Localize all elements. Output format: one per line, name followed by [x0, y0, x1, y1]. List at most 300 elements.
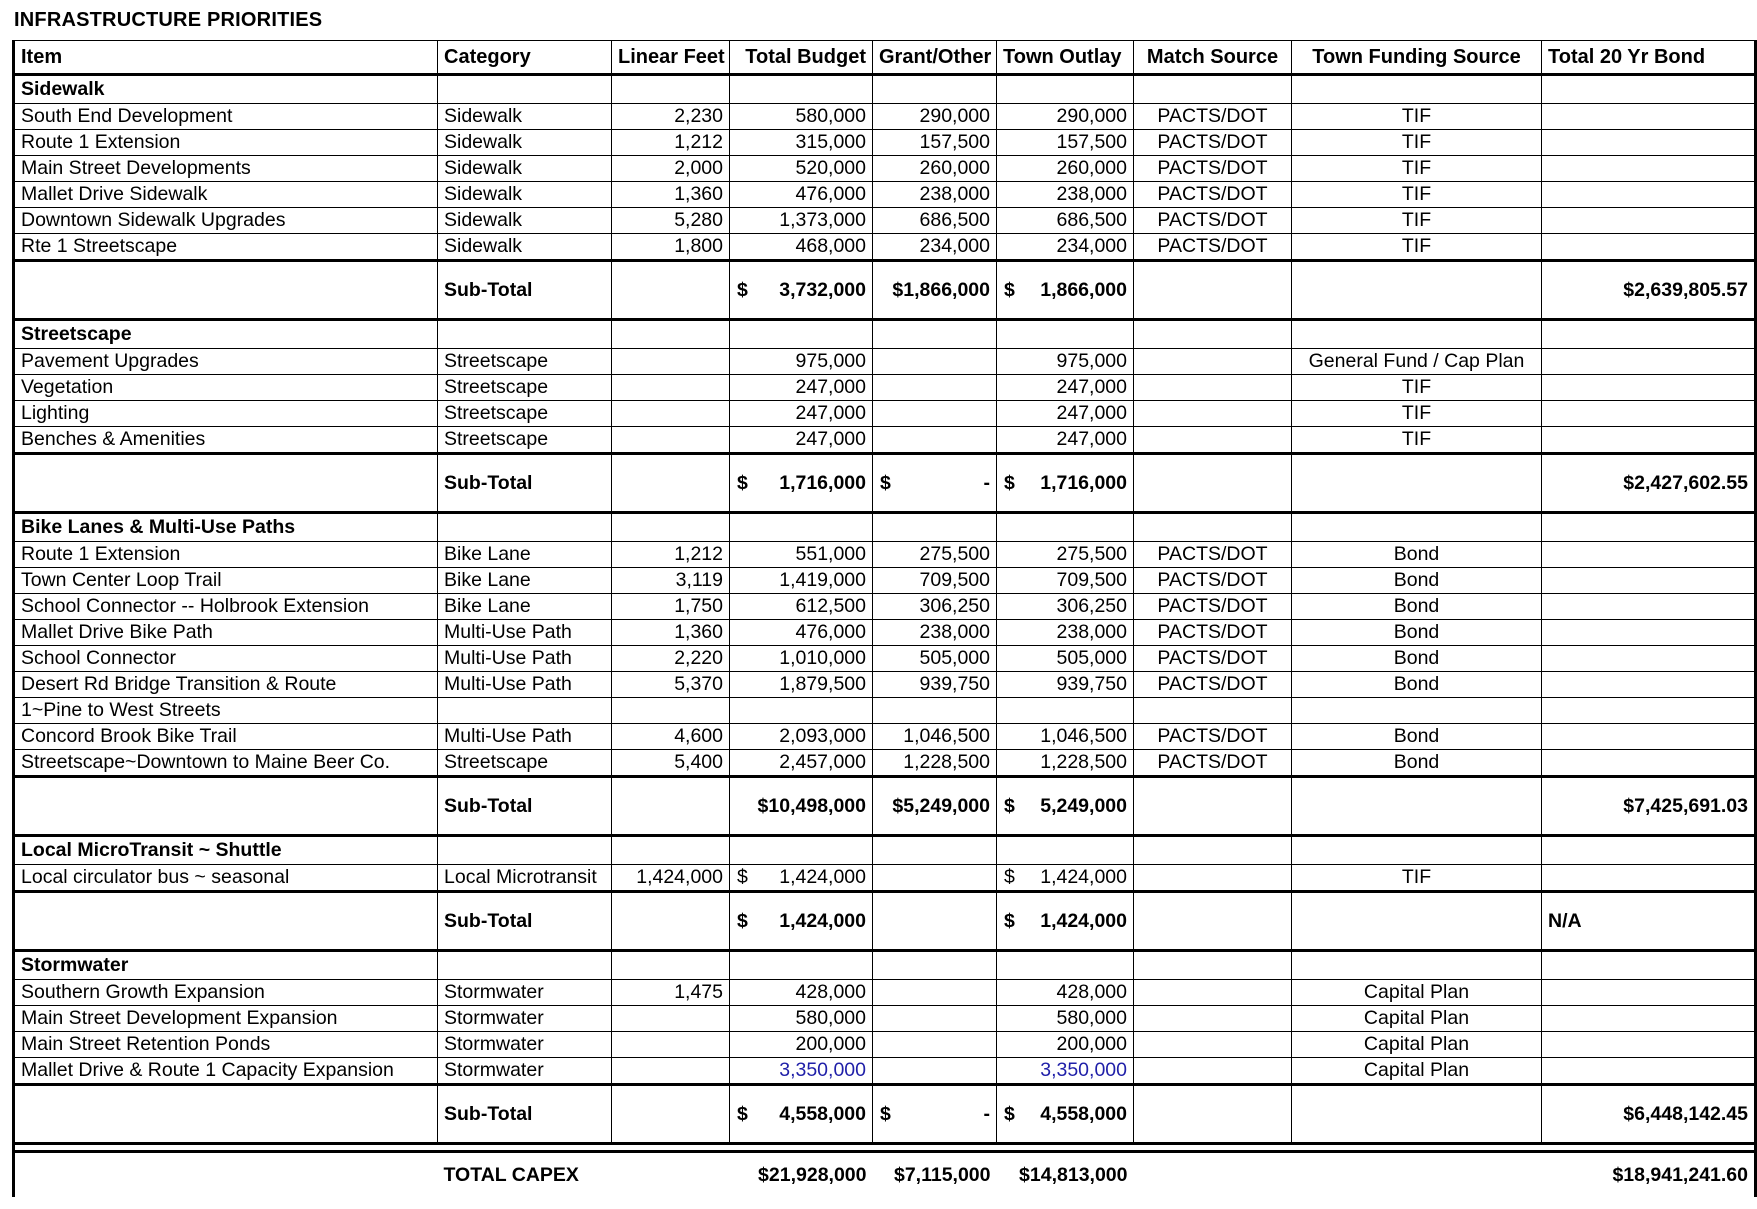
- empty-cell: [730, 320, 873, 349]
- currency-symbol: $: [737, 279, 748, 301]
- cell-town-outlay: 157,500: [997, 130, 1134, 156]
- currency-symbol: $: [737, 866, 748, 888]
- cell-linear-feet: 1,800: [612, 234, 730, 261]
- cell-total-budget: 1,373,000: [730, 208, 873, 234]
- cell-town-outlay: 580,000: [997, 1006, 1134, 1032]
- cell-item: 1~Pine to West Streets: [14, 698, 438, 724]
- cell-town-funding-source: [1292, 698, 1542, 724]
- currency-symbol: $: [1004, 279, 1015, 301]
- cell-total-budget: 612,500: [730, 594, 873, 620]
- cell-total-20yr-bond: [1542, 750, 1756, 777]
- cell-town-funding-source: Bond: [1292, 542, 1542, 568]
- cell-town-funding-source: TIF: [1292, 427, 1542, 454]
- subtotal-grant-other: [873, 1085, 997, 1144]
- currency-symbol: $: [1004, 472, 1015, 494]
- cell-total-budget: 200,000: [730, 1032, 873, 1058]
- empty-cell: [1134, 836, 1292, 865]
- cell-town-funding-source: TIF: [1292, 156, 1542, 182]
- cell-town-outlay: 260,000: [997, 156, 1134, 182]
- cell-category: Sidewalk: [438, 234, 612, 261]
- empty-cell: [438, 320, 612, 349]
- column-header-town_outlay[interactable]: Town Outlay: [997, 41, 1134, 75]
- grand-total-linear-feet: [612, 1152, 730, 1198]
- subtotal-label: Sub-Total: [438, 454, 612, 513]
- cell-town-outlay: 247,000: [997, 401, 1134, 427]
- cell-total-budget: 1,419,000: [730, 568, 873, 594]
- grand-total-total-20yr-bond: $18,941,241.60: [1542, 1152, 1756, 1198]
- cell-town-outlay: 238,000: [997, 620, 1134, 646]
- subtotal-label: Sub-Total: [438, 261, 612, 320]
- cell-town-outlay: 275,500: [997, 542, 1134, 568]
- cell-total-20yr-bond: [1542, 349, 1756, 375]
- cell-town-funding-source: TIF: [1292, 208, 1542, 234]
- section-heading-row: [14, 320, 1756, 349]
- cell-total-budget: 428,000: [730, 980, 873, 1006]
- cell-match-source: [1134, 349, 1292, 375]
- cell-match-source: [1134, 401, 1292, 427]
- cell-linear-feet: 1,212: [612, 542, 730, 568]
- cell-town-funding-source: TIF: [1292, 401, 1542, 427]
- currency-symbol: $: [737, 910, 748, 932]
- empty-cell: [438, 951, 612, 980]
- cell-total-budget: 580,000: [730, 1006, 873, 1032]
- cell-linear-feet: [612, 349, 730, 375]
- table-row[interactable]: [14, 1058, 1756, 1085]
- table-row[interactable]: [14, 865, 1756, 892]
- cell-town-funding-source: Capital Plan: [1292, 1058, 1542, 1085]
- table-row[interactable]: [14, 568, 1756, 594]
- subtotal-total-budget: [730, 454, 873, 513]
- cell-match-source: PACTS/DOT: [1134, 182, 1292, 208]
- cell-match-source: [1134, 427, 1292, 454]
- cell-category: Streetscape: [438, 349, 612, 375]
- cell-linear-feet: [612, 1006, 730, 1032]
- cell-match-source: [1134, 698, 1292, 724]
- subtotal-total-budget: $10,498,000: [730, 777, 873, 836]
- cell-grant-other: 157,500: [873, 130, 997, 156]
- table-row[interactable]: [14, 375, 1756, 401]
- cell-category: Multi-Use Path: [438, 724, 612, 750]
- cell-grant-other: [873, 980, 997, 1006]
- subtotal-linear-feet: [612, 454, 730, 513]
- cell-match-source: PACTS/DOT: [1134, 594, 1292, 620]
- column-header-grant_other[interactable]: Grant/Other: [873, 41, 997, 75]
- subtotal-linear-feet: [612, 892, 730, 951]
- cell-town-funding-source: TIF: [1292, 375, 1542, 401]
- cell-town-outlay: 247,000: [997, 375, 1134, 401]
- cell-town-funding-source: TIF: [1292, 865, 1542, 892]
- empty-cell: [1292, 75, 1542, 104]
- currency-symbol: $: [1004, 910, 1015, 932]
- cell-town-outlay: 1,228,500: [997, 750, 1134, 777]
- table-row[interactable]: [14, 182, 1756, 208]
- cell-category: Bike Lane: [438, 542, 612, 568]
- cell-match-source: PACTS/DOT: [1134, 234, 1292, 261]
- cell-grant-other: [873, 698, 997, 724]
- cell-match-source: PACTS/DOT: [1134, 672, 1292, 698]
- table-row[interactable]: [14, 104, 1756, 130]
- subtotal-linear-feet: [612, 777, 730, 836]
- currency-value: -: [983, 1103, 990, 1125]
- cell-linear-feet: [612, 375, 730, 401]
- cell-match-source: PACTS/DOT: [1134, 724, 1292, 750]
- cell-match-source: PACTS/DOT: [1134, 646, 1292, 672]
- cell-total-20yr-bond: [1542, 156, 1756, 182]
- cell-town-funding-source: TIF: [1292, 234, 1542, 261]
- subtotal-town-outlay: [997, 777, 1134, 836]
- section-heading: Bike Lanes & Multi-Use Paths: [14, 513, 438, 542]
- currency-value: 1,716,000: [779, 472, 866, 494]
- table-row[interactable]: [14, 672, 1756, 698]
- subtotal-total-20yr-bond: N/A: [1542, 892, 1756, 951]
- cell-total-budget: 476,000: [730, 182, 873, 208]
- cell-match-source: PACTS/DOT: [1134, 620, 1292, 646]
- cell-match-source: PACTS/DOT: [1134, 568, 1292, 594]
- cell-linear-feet: 4,600: [612, 724, 730, 750]
- table-row[interactable]: [14, 646, 1756, 672]
- cell-total-20yr-bond: [1542, 427, 1756, 454]
- cell-category: Sidewalk: [438, 208, 612, 234]
- currency-value: -: [983, 472, 990, 494]
- cell-town-funding-source: Bond: [1292, 750, 1542, 777]
- cell-town-funding-source: TIF: [1292, 104, 1542, 130]
- currency-symbol: $: [737, 1103, 748, 1125]
- subtotal-item-blank: [14, 777, 438, 836]
- cell-total-budget: 468,000: [730, 234, 873, 261]
- cell-match-source: PACTS/DOT: [1134, 130, 1292, 156]
- section-heading-row: [14, 951, 1756, 980]
- subtotal-match-source: [1134, 777, 1292, 836]
- cell-item: Main Street Developments: [14, 156, 438, 182]
- column-header-linear_feet[interactable]: Linear Feet: [612, 41, 730, 75]
- cell-item: School Connector -- Holbrook Extension: [14, 594, 438, 620]
- subtotal-match-source: [1134, 454, 1292, 513]
- empty-cell: [873, 320, 997, 349]
- empty-cell: [997, 320, 1134, 349]
- cell-town-funding-source: Bond: [1292, 620, 1542, 646]
- cell-total-20yr-bond: [1542, 130, 1756, 156]
- subtotal-row: [14, 261, 1756, 320]
- table-row[interactable]: [14, 750, 1756, 777]
- cell-total-20yr-bond: [1542, 1032, 1756, 1058]
- cell-category: Local Microtransit: [438, 865, 612, 892]
- subtotal-label: Sub-Total: [438, 777, 612, 836]
- subtotal-grant-other: $5,249,000: [873, 777, 997, 836]
- subtotal-total-budget: [730, 1085, 873, 1144]
- subtotal-grant-other: $1,866,000: [873, 261, 997, 320]
- cell-linear-feet: 1,360: [612, 182, 730, 208]
- table-row[interactable]: [14, 156, 1756, 182]
- subtotal-item-blank: [14, 261, 438, 320]
- subtotal-town-outlay: [997, 892, 1134, 951]
- empty-cell: [730, 75, 873, 104]
- cell-linear-feet: 1,212: [612, 130, 730, 156]
- cell-total-20yr-bond: [1542, 401, 1756, 427]
- cell-town-outlay: 306,250: [997, 594, 1134, 620]
- empty-cell: [1292, 513, 1542, 542]
- table-row[interactable]: [14, 698, 1756, 724]
- table-row[interactable]: [14, 401, 1756, 427]
- grand-total-blank: [14, 1152, 438, 1198]
- table-row[interactable]: [14, 1006, 1756, 1032]
- cell-town-funding-source: General Fund / Cap Plan: [1292, 349, 1542, 375]
- cell-town-outlay: 428,000: [997, 980, 1134, 1006]
- subtotal-row: [14, 777, 1756, 836]
- cell-grant-other: 306,250: [873, 594, 997, 620]
- column-header-item[interactable]: Item: [14, 41, 438, 75]
- cell-total-budget: 2,457,000: [730, 750, 873, 777]
- empty-cell: [873, 513, 997, 542]
- cell-category: Stormwater: [438, 980, 612, 1006]
- cell-total-20yr-bond: [1542, 208, 1756, 234]
- subtotal-total-budget: [730, 892, 873, 951]
- cell-linear-feet: [612, 698, 730, 724]
- cell-town-funding-source: Bond: [1292, 724, 1542, 750]
- subtotal-label: Sub-Total: [438, 1085, 612, 1144]
- subtotal-match-source: [1134, 261, 1292, 320]
- cell-item: Mallet Drive & Route 1 Capacity Expansion: [14, 1058, 438, 1085]
- subtotal-town-outlay: [997, 1085, 1134, 1144]
- subtotal-grant-other: [873, 892, 997, 951]
- cell-total-20yr-bond: [1542, 672, 1756, 698]
- column-header-town_funding_source[interactable]: Town Funding Source: [1292, 41, 1542, 75]
- cell-category: Streetscape: [438, 401, 612, 427]
- column-header-match_source[interactable]: Match Source: [1134, 41, 1292, 75]
- cell-item: Pavement Upgrades: [14, 349, 438, 375]
- subtotal-item-blank: [14, 892, 438, 951]
- subtotal-total-20yr-bond: $2,639,805.57: [1542, 261, 1756, 320]
- currency-symbol: $: [880, 472, 891, 494]
- cell-linear-feet: 1,750: [612, 594, 730, 620]
- cell-total-20yr-bond: [1542, 724, 1756, 750]
- cell-item: Downtown Sidewalk Upgrades: [14, 208, 438, 234]
- table-row[interactable]: [14, 1032, 1756, 1058]
- table-row[interactable]: [14, 349, 1756, 375]
- table-row[interactable]: [14, 980, 1756, 1006]
- empty-cell: [438, 836, 612, 865]
- table-row[interactable]: [14, 130, 1756, 156]
- table-row[interactable]: [14, 542, 1756, 568]
- empty-cell: [873, 951, 997, 980]
- currency-symbol: $: [1004, 795, 1015, 817]
- cell-total-20yr-bond: [1542, 182, 1756, 208]
- cell-town-outlay: 3,350,000: [997, 1058, 1134, 1085]
- subtotal-total-20yr-bond: $6,448,142.45: [1542, 1085, 1756, 1144]
- cell-grant-other: 260,000: [873, 156, 997, 182]
- cell-grant-other: [873, 375, 997, 401]
- cell-town-funding-source: TIF: [1292, 130, 1542, 156]
- grand-total-total-budget: $21,928,000: [730, 1152, 873, 1198]
- table-row[interactable]: [14, 427, 1756, 454]
- cell-total-20yr-bond: [1542, 542, 1756, 568]
- subtotal-item-blank: [14, 454, 438, 513]
- cell-match-source: [1134, 1058, 1292, 1085]
- cell-town-outlay: [997, 698, 1134, 724]
- cell-item: Rte 1 Streetscape: [14, 234, 438, 261]
- empty-cell: [997, 951, 1134, 980]
- cell-total-20yr-bond: [1542, 698, 1756, 724]
- empty-cell: [1292, 951, 1542, 980]
- cell-category: Multi-Use Path: [438, 620, 612, 646]
- cell-total-budget: 520,000: [730, 156, 873, 182]
- empty-cell: [438, 513, 612, 542]
- grand-total-town-outlay: $14,813,000: [997, 1152, 1134, 1198]
- empty-cell: [1134, 951, 1292, 980]
- section-heading-row: [14, 513, 1756, 542]
- table-header-row: [14, 41, 1756, 75]
- cell-town-funding-source: Capital Plan: [1292, 980, 1542, 1006]
- currency-value: 1,424,000: [779, 866, 866, 888]
- cell-town-outlay: 290,000: [997, 104, 1134, 130]
- cell-total-budget: 975,000: [730, 349, 873, 375]
- empty-cell: [1542, 951, 1756, 980]
- empty-cell: [1542, 75, 1756, 104]
- table-row[interactable]: [14, 234, 1756, 261]
- cell-match-source: PACTS/DOT: [1134, 750, 1292, 777]
- currency-symbol: $: [1004, 1103, 1015, 1125]
- currency-symbol: $: [880, 1103, 891, 1125]
- currency-value: 1,866,000: [1040, 279, 1127, 301]
- cell-total-20yr-bond: [1542, 104, 1756, 130]
- cell-linear-feet: 5,370: [612, 672, 730, 698]
- cell-linear-feet: 1,360: [612, 620, 730, 646]
- cell-total-20yr-bond: [1542, 594, 1756, 620]
- cell-town-outlay: 975,000: [997, 349, 1134, 375]
- cell-grant-other: [873, 427, 997, 454]
- cell-town-funding-source: Bond: [1292, 672, 1542, 698]
- currency-value: 1,424,000: [1040, 866, 1127, 888]
- cell-grant-other: [873, 1032, 997, 1058]
- cell-town-outlay: 686,500: [997, 208, 1134, 234]
- empty-cell: [612, 951, 730, 980]
- cell-item: Main Street Development Expansion: [14, 1006, 438, 1032]
- grand-total-row: [14, 1152, 1756, 1198]
- subtotal-row: [14, 892, 1756, 951]
- cell-category: Sidewalk: [438, 104, 612, 130]
- empty-cell: [1134, 75, 1292, 104]
- cell-total-budget: 1,879,500: [730, 672, 873, 698]
- cell-total-budget: 247,000: [730, 375, 873, 401]
- table-row[interactable]: [14, 594, 1756, 620]
- subtotal-item-blank: [14, 1085, 438, 1144]
- cell-total-20yr-bond: [1542, 1006, 1756, 1032]
- cell-town-outlay: 200,000: [997, 1032, 1134, 1058]
- subtotal-total-20yr-bond: $7,425,691.03: [1542, 777, 1756, 836]
- cell-grant-other: 709,500: [873, 568, 997, 594]
- grand-total-grant-other: $7,115,000: [873, 1152, 997, 1198]
- cell-item: Mallet Drive Bike Path: [14, 620, 438, 646]
- section-heading: Sidewalk: [14, 75, 438, 104]
- section-heading: Stormwater: [14, 951, 438, 980]
- cell-match-source: PACTS/DOT: [1134, 542, 1292, 568]
- cell-match-source: [1134, 375, 1292, 401]
- subtotal-total-budget: [730, 261, 873, 320]
- cell-grant-other: [873, 865, 997, 892]
- cell-grant-other: 1,228,500: [873, 750, 997, 777]
- cell-total-budget: 551,000: [730, 542, 873, 568]
- empty-cell: [1292, 320, 1542, 349]
- cell-grant-other: 234,000: [873, 234, 997, 261]
- cell-town-funding-source: Bond: [1292, 646, 1542, 672]
- cell-town-outlay: 709,500: [997, 568, 1134, 594]
- empty-cell: [1134, 320, 1292, 349]
- section-heading: Local MicroTransit ~ Shuttle: [14, 836, 438, 865]
- column-header-total_20yr_bond[interactable]: Total 20 Yr Bond: [1542, 41, 1756, 75]
- currency-symbol: $: [737, 472, 748, 494]
- cell-linear-feet: 2,000: [612, 156, 730, 182]
- cell-town-outlay: [997, 865, 1134, 892]
- column-header-category[interactable]: Category: [438, 41, 612, 75]
- cell-category: Sidewalk: [438, 130, 612, 156]
- cell-item: Local circulator bus ~ seasonal: [14, 865, 438, 892]
- currency-value: 4,558,000: [779, 1103, 866, 1125]
- subtotal-town-funding-source: [1292, 454, 1542, 513]
- cell-match-source: [1134, 865, 1292, 892]
- cell-town-funding-source: Bond: [1292, 594, 1542, 620]
- section-heading-row: [14, 75, 1756, 104]
- cell-category: Streetscape: [438, 375, 612, 401]
- empty-cell: [873, 75, 997, 104]
- table-row[interactable]: [14, 620, 1756, 646]
- cell-category: Stormwater: [438, 1006, 612, 1032]
- subtotal-town-outlay: [997, 454, 1134, 513]
- cell-category: Bike Lane: [438, 594, 612, 620]
- empty-cell: [1292, 836, 1542, 865]
- empty-cell: [730, 836, 873, 865]
- table-row[interactable]: [14, 208, 1756, 234]
- subtotal-total-20yr-bond: $2,427,602.55: [1542, 454, 1756, 513]
- cell-town-outlay: 247,000: [997, 427, 1134, 454]
- cell-category: Multi-Use Path: [438, 672, 612, 698]
- section-heading-row: [14, 836, 1756, 865]
- table-body: [14, 41, 1756, 1198]
- cell-item: Mallet Drive Sidewalk: [14, 182, 438, 208]
- cell-total-budget: 3,350,000: [730, 1058, 873, 1085]
- infrastructure-priorities-table: [12, 40, 1757, 1197]
- cell-match-source: PACTS/DOT: [1134, 208, 1292, 234]
- cell-town-outlay: 1,046,500: [997, 724, 1134, 750]
- cell-town-outlay: 234,000: [997, 234, 1134, 261]
- cell-total-20yr-bond: [1542, 1058, 1756, 1085]
- currency-value: 3,732,000: [779, 279, 866, 301]
- table-row[interactable]: [14, 724, 1756, 750]
- cell-total-20yr-bond: [1542, 980, 1756, 1006]
- total-separator-rule: [14, 1144, 1756, 1152]
- cell-total-budget: 2,093,000: [730, 724, 873, 750]
- cell-linear-feet: [612, 401, 730, 427]
- cell-match-source: PACTS/DOT: [1134, 104, 1292, 130]
- cell-item: Concord Brook Bike Trail: [14, 724, 438, 750]
- subtotal-label: Sub-Total: [438, 892, 612, 951]
- column-header-total_budget[interactable]: Total Budget: [730, 41, 873, 75]
- subtotal-linear-feet: [612, 1085, 730, 1144]
- cell-item: Town Center Loop Trail: [14, 568, 438, 594]
- cell-category: Stormwater: [438, 1058, 612, 1085]
- cell-total-20yr-bond: [1542, 568, 1756, 594]
- grand-total-town-funding-source: [1292, 1152, 1542, 1198]
- empty-cell: [612, 836, 730, 865]
- cell-grant-other: 505,000: [873, 646, 997, 672]
- cell-item: Route 1 Extension: [14, 130, 438, 156]
- grand-total-label: TOTAL CAPEX: [438, 1152, 612, 1198]
- cell-town-funding-source: TIF: [1292, 182, 1542, 208]
- empty-cell: [612, 320, 730, 349]
- empty-cell: [997, 75, 1134, 104]
- cell-linear-feet: 5,400: [612, 750, 730, 777]
- empty-cell: [612, 75, 730, 104]
- cell-total-budget: 247,000: [730, 427, 873, 454]
- cell-item: Lighting: [14, 401, 438, 427]
